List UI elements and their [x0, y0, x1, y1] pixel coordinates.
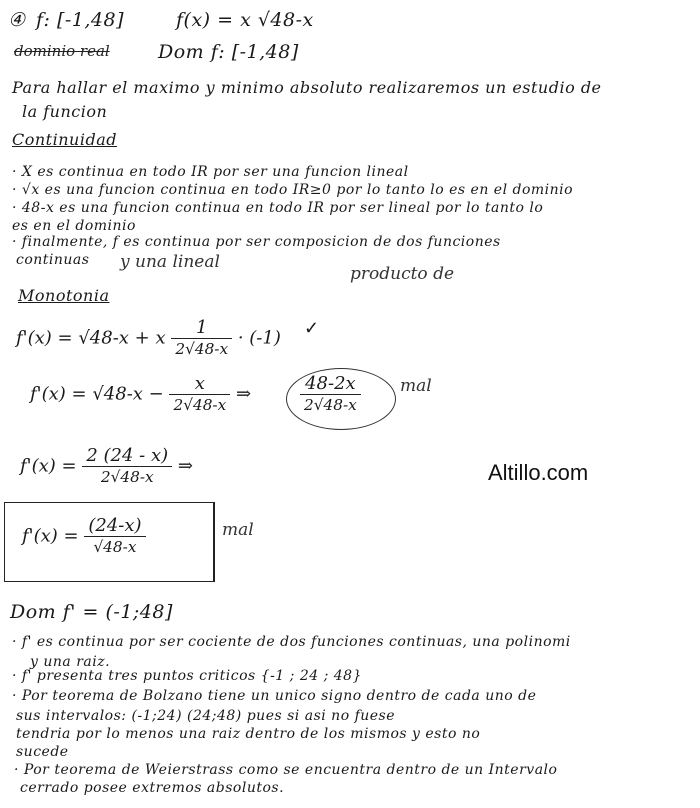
handwritten-note: y una lineal — [120, 252, 220, 272]
continuidad-line-6: continuas — [16, 252, 90, 268]
final-line-8: · Por teorema de Weierstrass como se encuentra dentro de un Intervalo — [14, 762, 558, 778]
final-line-1: · f' es continua por ser cociente de dos funciones continuas, una polinomi — [12, 634, 571, 650]
eq2-result-num: 48-2x — [300, 374, 361, 395]
eq1-frac-num: 1 — [171, 318, 232, 339]
eq2-result-fraction — [300, 374, 361, 415]
function-definition: f(x) = x √48-x — [176, 9, 314, 31]
eq3-frac-num: 2 (24 - x) — [82, 446, 172, 467]
eq1-fraction — [171, 318, 232, 359]
eq1-frac-den: 2√48-x — [175, 340, 229, 358]
final-line-9: cerrado posee extremos absolutos. — [20, 780, 285, 796]
dom-f: Dom f: [-1,48] — [158, 41, 299, 63]
eq2-frac-den: 2√48-x — [173, 396, 227, 414]
eq2-frac-num: x — [169, 374, 230, 395]
insert-note: producto de — [350, 264, 455, 284]
derivative-eq-2 — [30, 374, 251, 415]
eq3-frac-den: 2√48-x — [100, 468, 154, 486]
final-line-2: y una raiz. — [30, 654, 111, 670]
continuidad-line-3: · 48-x es una funcion continua en todo IR por ser lineal por lo tanto lo — [12, 200, 544, 216]
eq2-arrow: ⇒ — [235, 383, 252, 405]
check-mark: ✓ — [304, 318, 320, 339]
continuidad-line-4: es en el dominio — [12, 218, 136, 234]
continuidad-line-5: · finalmente, f es continua por ser composicion de dos funciones — [12, 234, 501, 250]
eq4-frac-num: (24-x) — [84, 516, 145, 537]
eq3-arrow: ⇒ — [177, 455, 193, 477]
eq2-left: f'(x) = √48-x − — [30, 383, 164, 405]
watermark: Altillo.com — [488, 460, 589, 485]
crossed-out-word: dominio real — [14, 42, 110, 60]
derivative-eq-3 — [20, 446, 193, 487]
eq2-result — [300, 374, 361, 415]
final-line-4: · Por teorema de Bolzano tiene un unico signo dentro de cada uno de — [12, 688, 537, 704]
continuidad-line-2: · √x es una funcion continua en todo IR≥0 por lo tanto lo es en el dominio — [12, 182, 574, 198]
eq3-left: f'(x) = — [20, 455, 77, 477]
eq1-tail: · (-1) — [237, 327, 281, 349]
item-number: ④ — [8, 9, 26, 31]
final-line-7: sucede — [16, 744, 69, 760]
continuidad-line-1: · X es continua en todo IR por ser una funcion lineal — [12, 164, 409, 180]
continuidad-title: Continuidad — [12, 130, 117, 149]
eq4-left: f'(x) = — [22, 525, 79, 547]
final-line-5: sus intervalos: (-1;24) (24;48) pues si asi no fuese — [16, 708, 396, 724]
dom-fprime: Dom f' = (-1;48] — [10, 601, 173, 623]
domain-spec: f: [-1,48] — [36, 9, 125, 31]
eq3-fraction — [82, 446, 172, 487]
mal-mark-1: mal — [400, 376, 432, 396]
monotonia-title: Monotonia — [18, 286, 110, 305]
eq2-fraction — [169, 374, 230, 415]
final-line-3: · f' presenta tres puntos criticos {-1 ; 24 ; 48} — [12, 668, 362, 684]
intro-line-1: Para hallar el maximo y minimo absoluto realizaremos un estudio de — [12, 78, 602, 97]
eq2-result-den: 2√48-x — [304, 396, 357, 414]
intro-line-2: la funcion — [22, 102, 108, 121]
derivative-eq-1 — [16, 318, 281, 359]
eq4-frac-den: √48-x — [93, 538, 137, 556]
eq4-fraction — [84, 516, 145, 557]
derivative-eq-4 — [22, 516, 146, 557]
eq1-left: f'(x) = √48-x + x — [16, 327, 166, 349]
mal-mark-2: mal — [222, 520, 254, 540]
final-line-6: tendria por lo menos una raiz dentro de los mismos y esto no — [16, 726, 481, 742]
